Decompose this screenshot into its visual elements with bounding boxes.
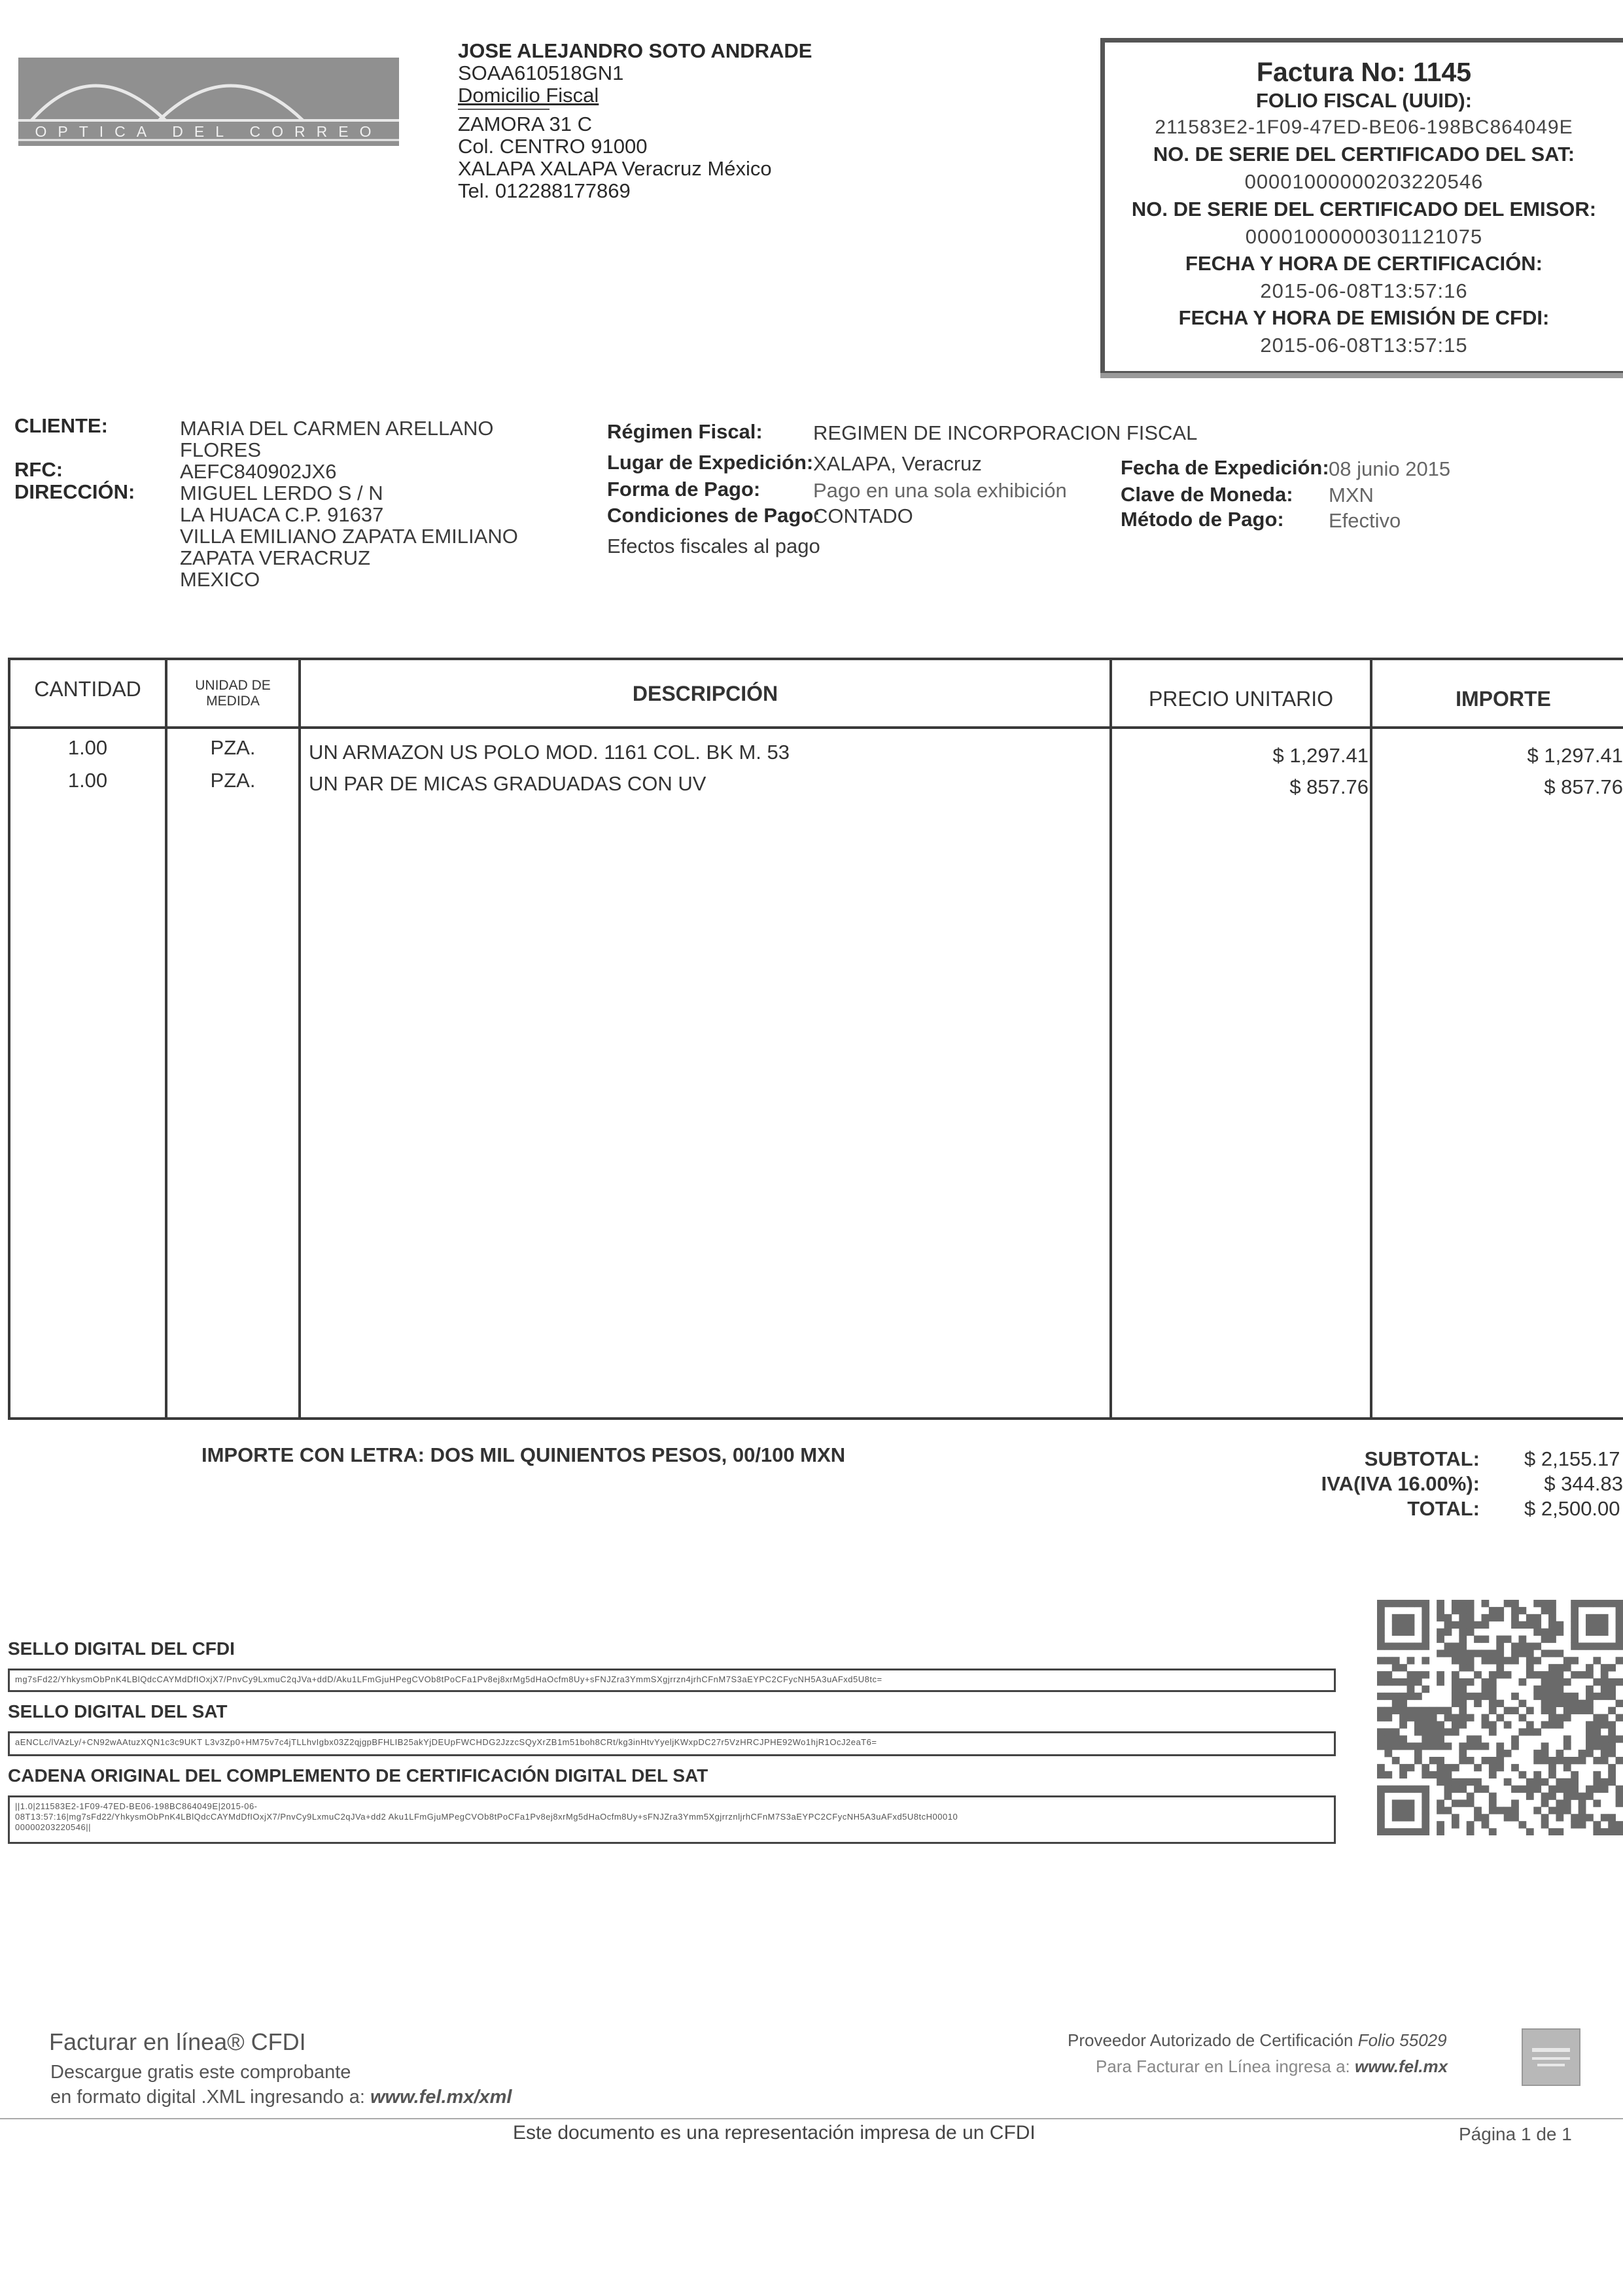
address-line: MEXICO	[180, 568, 260, 591]
emisor-cert-label: NO. DE SERIE DEL CERTIFICADO DEL EMISOR:	[1131, 198, 1597, 221]
cadena-line: 00000203220546||	[15, 1822, 91, 1832]
address-line: ZAPATA VERACRUZ	[180, 546, 371, 569]
issuer-name: JOSE ALEJANDRO SOTO ANDRADE	[458, 39, 812, 62]
certification-seal-icon	[1522, 2028, 1580, 2086]
regimen-label: Régimen Fiscal:	[607, 420, 763, 443]
sello-cfdi-box	[8, 1669, 1336, 1692]
fecha-expedicion-label: Fecha de Expedición:	[1121, 456, 1329, 479]
moneda-value: MXN	[1329, 484, 1374, 506]
client-name: MARIA DEL CARMEN ARELLANO	[180, 417, 494, 440]
divider	[1370, 658, 1372, 1420]
sello-sat-value: aENCLc/lVAzLy/+CN92wAAtuzXQN1c3c9UKT L3v3Zp0+HM75v7c4jTLLhvIgbx03Z2qjgpBFHLIB25akYjDEUpFWCHDG2JzzcSQyXrZB1m51boh8CRt/kg3inHtvYyeljKWxpDC27r5VzHRCJPHE92Wo1hjR1OcJ2eaT6=	[15, 1737, 877, 1747]
sat-cert-label: NO. DE SERIE DEL CERTIFICADO DEL SAT:	[1153, 143, 1575, 166]
footer-provider-line	[1068, 2030, 1447, 2051]
iva-value: $ 344.83	[1544, 1472, 1623, 1495]
importe-letra	[201, 1443, 845, 1467]
footer-download-prefix: en formato digital .XML ingresando a:	[50, 2087, 370, 2108]
col-header-unidad-cont: MEDIDA	[206, 694, 260, 709]
client-name-cont: FLORES	[180, 438, 262, 461]
logo-text: OPTICA DEL CORREO	[35, 123, 383, 140]
cadena-original-box	[8, 1795, 1336, 1844]
lugar-label: Lugar de Expedición:	[607, 451, 814, 474]
importe-letra-label: IMPORTE CON LETRA:	[201, 1443, 425, 1466]
footer-download-line: Descargue gratis este comprobante	[50, 2062, 351, 2083]
fecha-expedicion-value: 08 junio 2015	[1329, 457, 1451, 480]
cell-unidad: PZA.	[210, 769, 256, 792]
cell-precio: $ 857.76	[1289, 775, 1369, 798]
cell-cantidad: 1.00	[67, 736, 108, 759]
efectos-fiscales: Efectos fiscales al pago	[607, 535, 820, 557]
sello-sat-box	[8, 1731, 1336, 1756]
divider	[0, 2118, 1623, 2119]
provider-link[interactable]: www.fel.mx	[1355, 2057, 1448, 2076]
moneda-label: Clave de Moneda:	[1121, 483, 1293, 506]
sello-cfdi-label: SELLO DIGITAL DEL CFDI	[8, 1638, 235, 1659]
total-label: TOTAL:	[1407, 1497, 1480, 1520]
invoice-info-box	[1100, 38, 1623, 376]
col-header-precio: PRECIO UNITARIO	[1148, 687, 1334, 711]
divider	[458, 109, 550, 110]
divider	[8, 726, 1623, 729]
address-line: LA HUACA C.P. 91637	[180, 503, 384, 526]
issuer-street: ZAMORA 31 C	[458, 113, 592, 135]
provider-line2-prefix: Para Facturar en Línea ingresa a:	[1096, 2057, 1355, 2076]
cell-precio: $ 1,297.41	[1272, 744, 1369, 767]
client-rfc: AEFC840902JX6	[180, 460, 337, 483]
qr-code-icon	[1377, 1600, 1623, 1835]
download-link[interactable]: www.fel.mx/xml	[370, 2087, 512, 2108]
forma-pago-value: Pago en una sola exhibición	[813, 479, 1067, 502]
emisor-cert-value: 00001000000301121075	[1245, 225, 1483, 248]
subtotal-label: SUBTOTAL:	[1364, 1447, 1480, 1470]
page-number: Página 1 de 1	[1459, 2124, 1572, 2144]
cert-datetime-value: 2015-06-08T13:57:16	[1260, 279, 1468, 302]
footer-representation: Este documento es una representación impresa de un CFDI	[513, 2122, 1036, 2144]
issuer-phone: Tel. 012288177869	[458, 179, 631, 202]
fiscal-address-label: Domicilio Fiscal	[458, 84, 599, 107]
address-line: MIGUEL LERDO S / N	[180, 482, 383, 504]
client-label: CLIENTE:	[14, 414, 108, 437]
cert-datetime-label: FECHA Y HORA DE CERTIFICACIÓN:	[1185, 252, 1543, 275]
rfc-label: RFC:	[14, 458, 63, 481]
subtotal-value: $ 2,155.17	[1524, 1447, 1620, 1470]
uuid-value: 211583E2-1F09-47ED-BE06-198BC864049E	[1155, 116, 1573, 138]
lugar-value: XALAPA, Veracruz	[813, 452, 982, 475]
iva-label: IVA(IVA 16.00%):	[1321, 1472, 1480, 1495]
emision-datetime-label: FECHA Y HORA DE EMISIÓN DE CFDI:	[1178, 306, 1550, 329]
metodo-label: Método de Pago:	[1121, 508, 1284, 531]
col-header-descripcion: DESCRIPCIÓN	[632, 682, 778, 705]
cadena-line: ||1.0|211583E2-1F09-47ED-BE06-198BC864049E|2015-06-	[15, 1801, 258, 1811]
sat-cert-value: 00001000000203220546	[1244, 170, 1484, 193]
emision-datetime-value: 2015-06-08T13:57:15	[1260, 334, 1468, 357]
footer-brand: Facturar en línea® CFDI	[49, 2028, 306, 2055]
total-value: $ 2,500.00	[1524, 1497, 1620, 1520]
forma-pago-label: Forma de Pago:	[607, 478, 761, 501]
metodo-value: Efectivo	[1329, 509, 1401, 532]
provider-prefix: Proveedor Autorizado de Certificación	[1068, 2030, 1358, 2050]
col-header-cantidad: CANTIDAD	[34, 677, 141, 701]
uuid-label: FOLIO FISCAL (UUID):	[1255, 89, 1473, 112]
issuer-colonia: Col. CENTRO 91000	[458, 135, 648, 158]
cell-descripcion: UN PAR DE MICAS GRADUADAS CON UV	[309, 772, 707, 795]
sello-cfdi-value: mg7sFd22/YhkysmObPnK4LBlQdcCAYMdDfIOxjX7/PnvCy9LxmuC2qJVa+ddD/Aku1LFmGjuHPegCVOb8tPoCFa1Pv8ej8xrMg5dHaOcfm8Uy+sFNJZra3YmmSXgjrrzn4jrhCFnM7S3aEYPC2CFycNH5A3uAFxd5U8tc=	[15, 1674, 882, 1684]
cell-importe: $ 857.76	[1544, 775, 1623, 798]
issuer-rfc: SOAA610518GN1	[458, 62, 624, 84]
footer-download-line	[50, 2087, 512, 2108]
col-header-unidad: UNIDAD DE	[195, 678, 271, 693]
divider	[298, 658, 301, 1420]
divider	[1100, 373, 1623, 378]
issuer-city: XALAPA XALAPA Veracruz México	[458, 157, 772, 180]
cadena-line: 08T13:57:16|mg7sFd22/YhkysmObPnK4LBlQdcCAYMdDfIOxjX7/PnvCy9LxmuC2qJVa+dd2 Aku1LFmGjuMPegCVOb8tPoCFa1Pv8ej8xrMg5dHaOcfm8Uy+sFNJZra3Ymm5XgjrrznljrhCFnM7S3aEYPC2CFycNH5A3uAFxd5U8tcH00010	[15, 1812, 958, 1822]
regimen-value: REGIMEN DE INCORPORACION FISCAL	[813, 421, 1198, 444]
cell-descripcion: UN ARMAZON US POLO MOD. 1161 COL. BK M. 53	[309, 741, 790, 764]
company-logo	[18, 58, 399, 146]
condiciones-value: CONTADO	[813, 504, 913, 527]
address-label: DIRECCIÓN:	[14, 480, 135, 503]
condiciones-label: Condiciones de Pago:	[607, 504, 820, 527]
sello-sat-label: SELLO DIGITAL DEL SAT	[8, 1701, 228, 1722]
address-line: VILLA EMILIANO ZAPATA EMILIANO	[180, 525, 518, 548]
col-header-importe: IMPORTE	[1456, 687, 1551, 711]
invoice-number: Factura No: 1145	[1256, 57, 1472, 87]
footer-provider-line	[1096, 2057, 1448, 2077]
importe-letra-value: DOS MIL QUINIENTOS PESOS, 00/100 MXN	[430, 1443, 846, 1466]
cell-importe: $ 1,297.41	[1527, 744, 1623, 767]
cell-cantidad: 1.00	[67, 769, 108, 792]
divider	[1109, 658, 1112, 1420]
cell-unidad: PZA.	[210, 736, 256, 759]
provider-folio: Folio 55029	[1357, 2030, 1447, 2050]
cadena-original-label: CADENA ORIGINAL DEL COMPLEMENTO DE CERTIFICACIÓN DIGITAL DEL SAT	[8, 1765, 708, 1786]
